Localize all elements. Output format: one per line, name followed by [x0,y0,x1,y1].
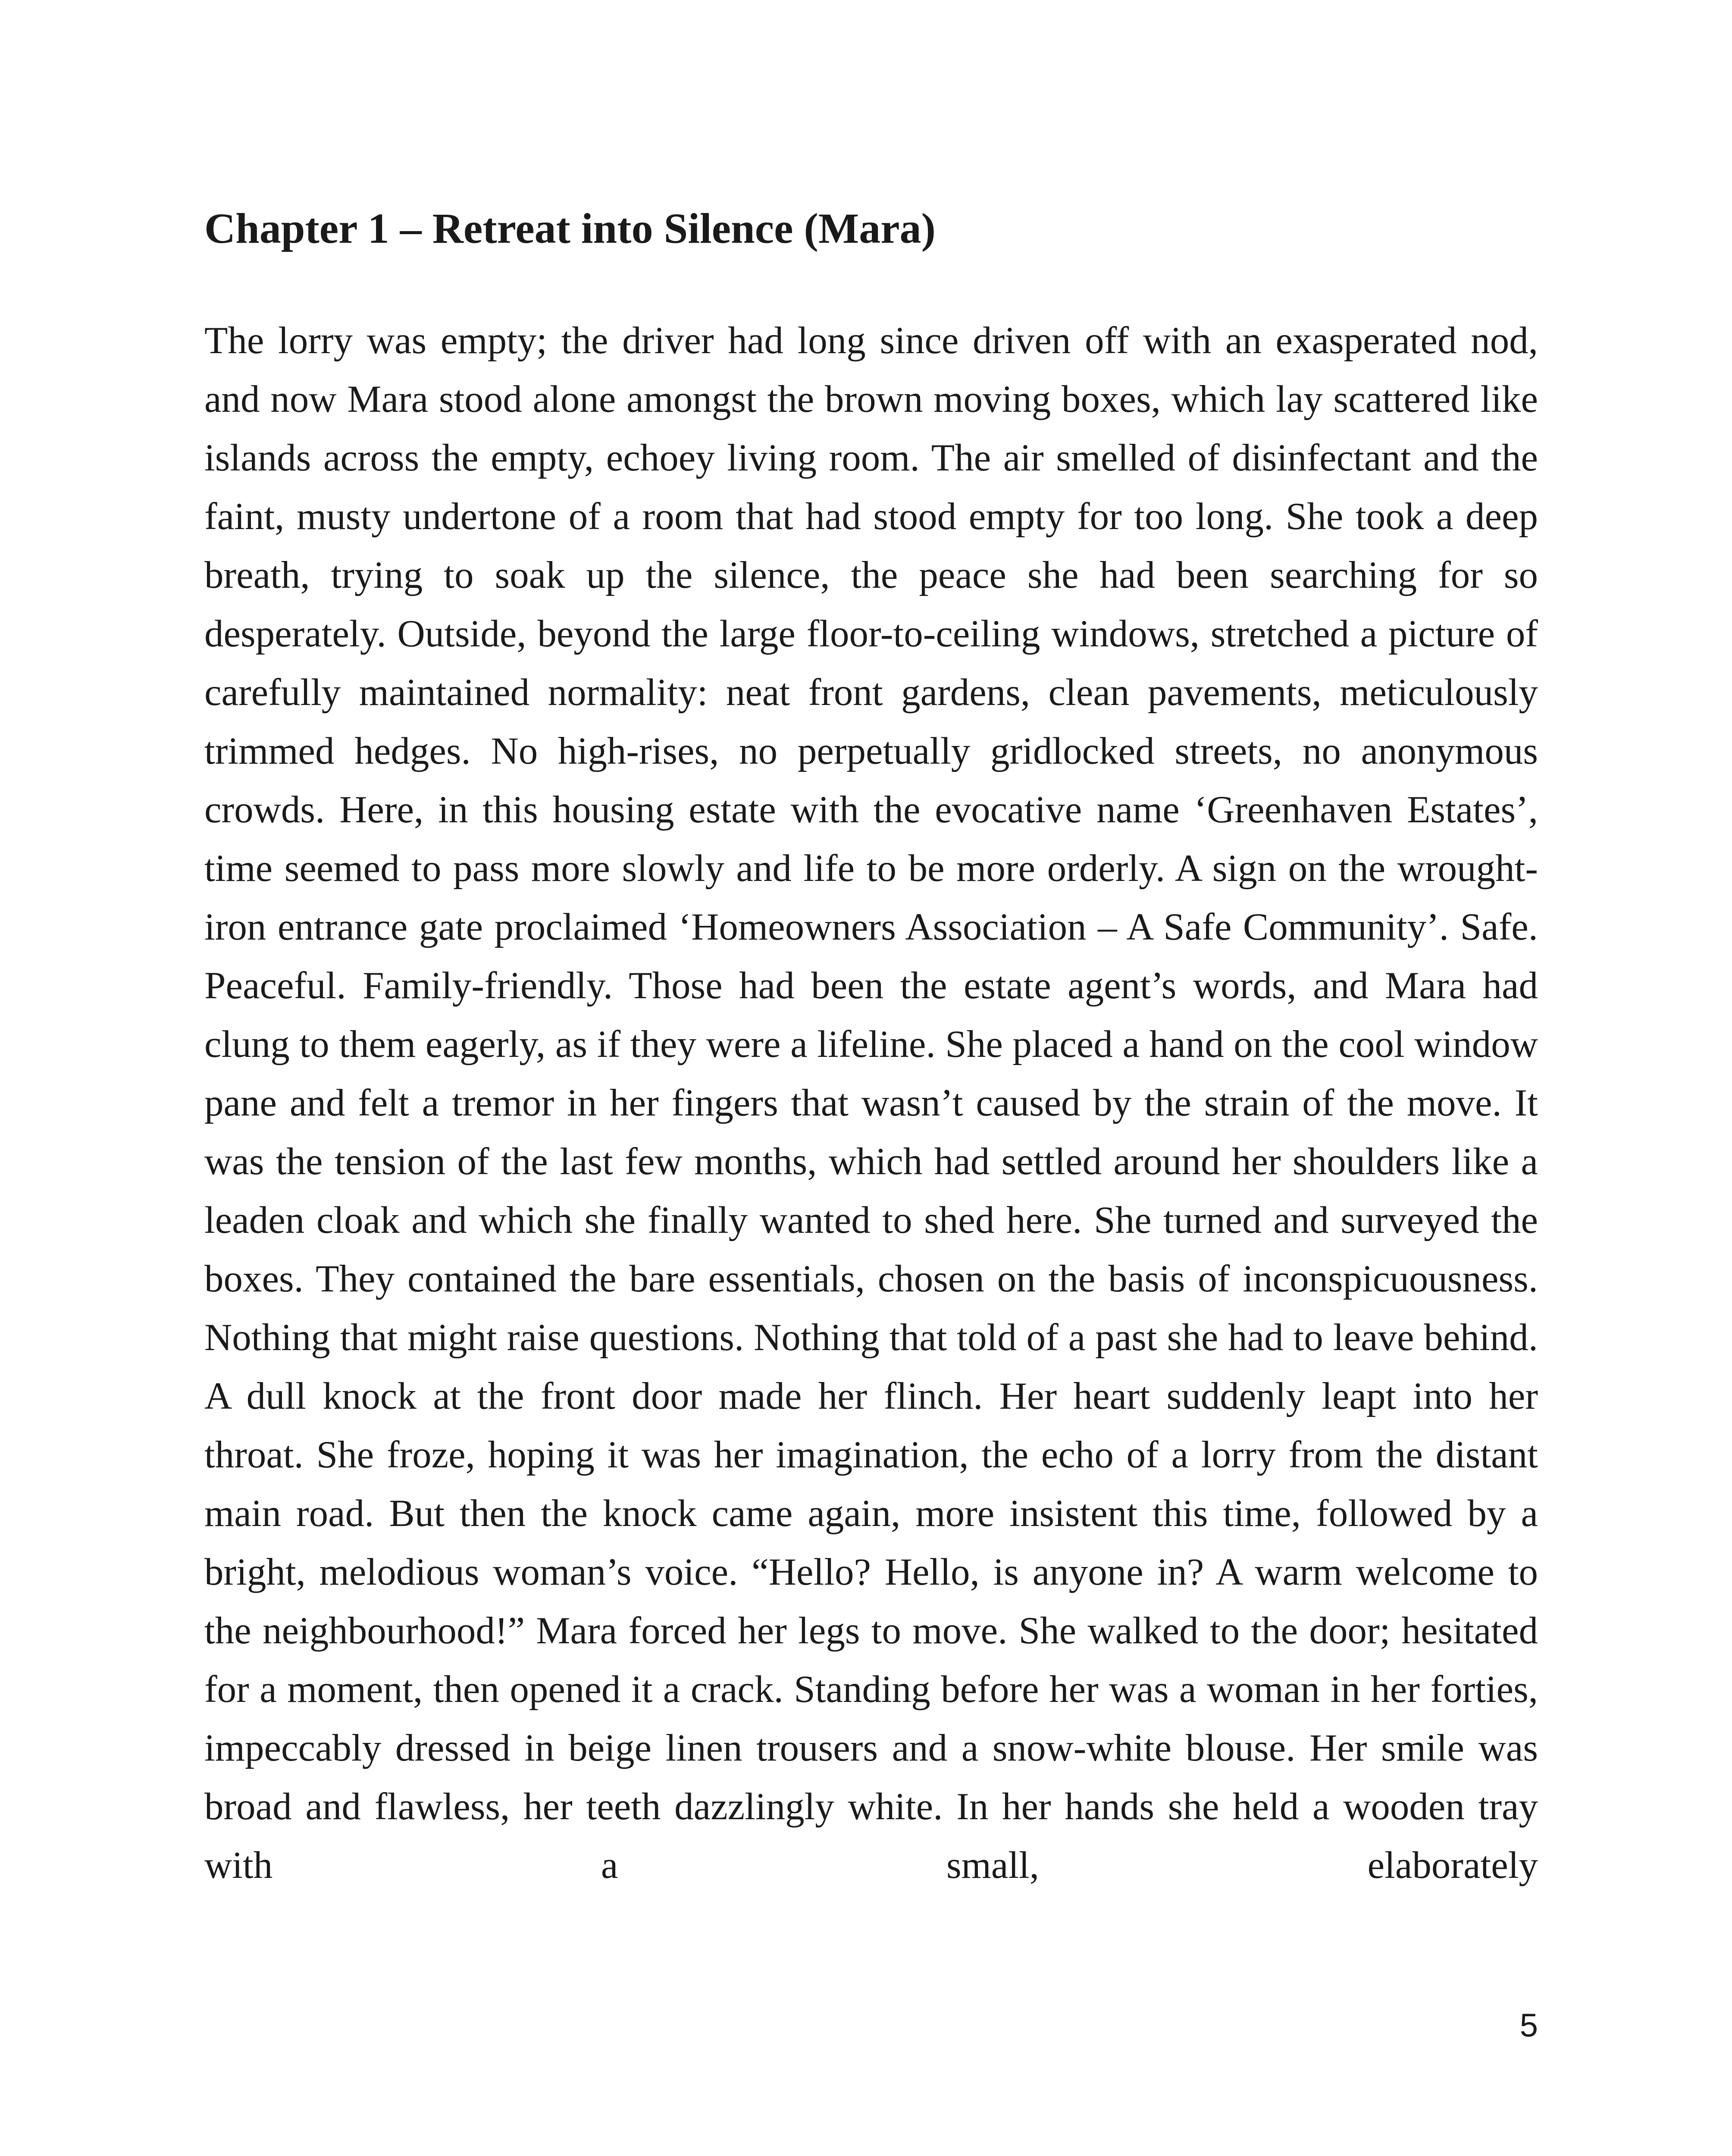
chapter-title: Chapter 1 – Retreat into Silence (Mara) [204,204,936,252]
body-paragraph: The lorry was empty; the driver had long since driven off with an exasperated nod, and now Mara stood alone amongst the brown moving boxes, which lay scattered like islands across the empty, echoey living room. The air smelled of disinfectant and the faint, musty undertone of a room that had stood empty for too long. She took a deep breath, trying to soak up the silence, the peace she had been searching for so desperately. Outside, beyond the large floor-to-ceiling windows, stretched a picture of carefully maintained normality: neat front gardens, clean pavements, meticulously trimmed hedges. No high-rises, no perpetually gridlocked streets, no anonymous crowds. Here, in this housing estate with the evocative name ‘Greenhaven Estates’, time seemed to pass more slowly and life to be more orderly. A sign on the wrought-iron entrance gate proclaimed ‘Homeowners Association – A Safe Community’. Safe. Peaceful. Family-friendly. Those had been the estate agent’s words, and Mara had clung to them eagerly, as if they were a lifeline. She placed a hand on the cool window pane and felt a tremor in her fingers that wasn’t caused by the strain of the move. It was the tension of the last few months, which had settled around her shoulders like a leaden cloak and which she finally wanted to shed here. She turned and surveyed the boxes. They contained the bare essentials, chosen on the basis of inconspicuousness. Nothing that might raise questions. Nothing that told of a past she had to leave behind. A dull knock at the front door made her flinch. Her heart suddenly leapt into her throat. She froze, hoping it was her imagination, the echo of a lorry from the distant main road. But then the knock came again, more insistent this time, followed by a bright, melodious woman’s voice. “Hello? Hello, is anyone in? A warm welcome to the neighbourhood!” Mara forced her legs to move. She walked to the door; hesitated for a moment, then opened it a crack. Standing before her was a woman in her forties, impeccably dressed in beige linen trousers and a snow-white blouse. Her smile was broad and flawless, her teeth dazzlingly white. In her hands she held a wooden tray with a small, elaborately [204,320,1538,1887]
page-number: 5 [1519,2007,1538,2044]
